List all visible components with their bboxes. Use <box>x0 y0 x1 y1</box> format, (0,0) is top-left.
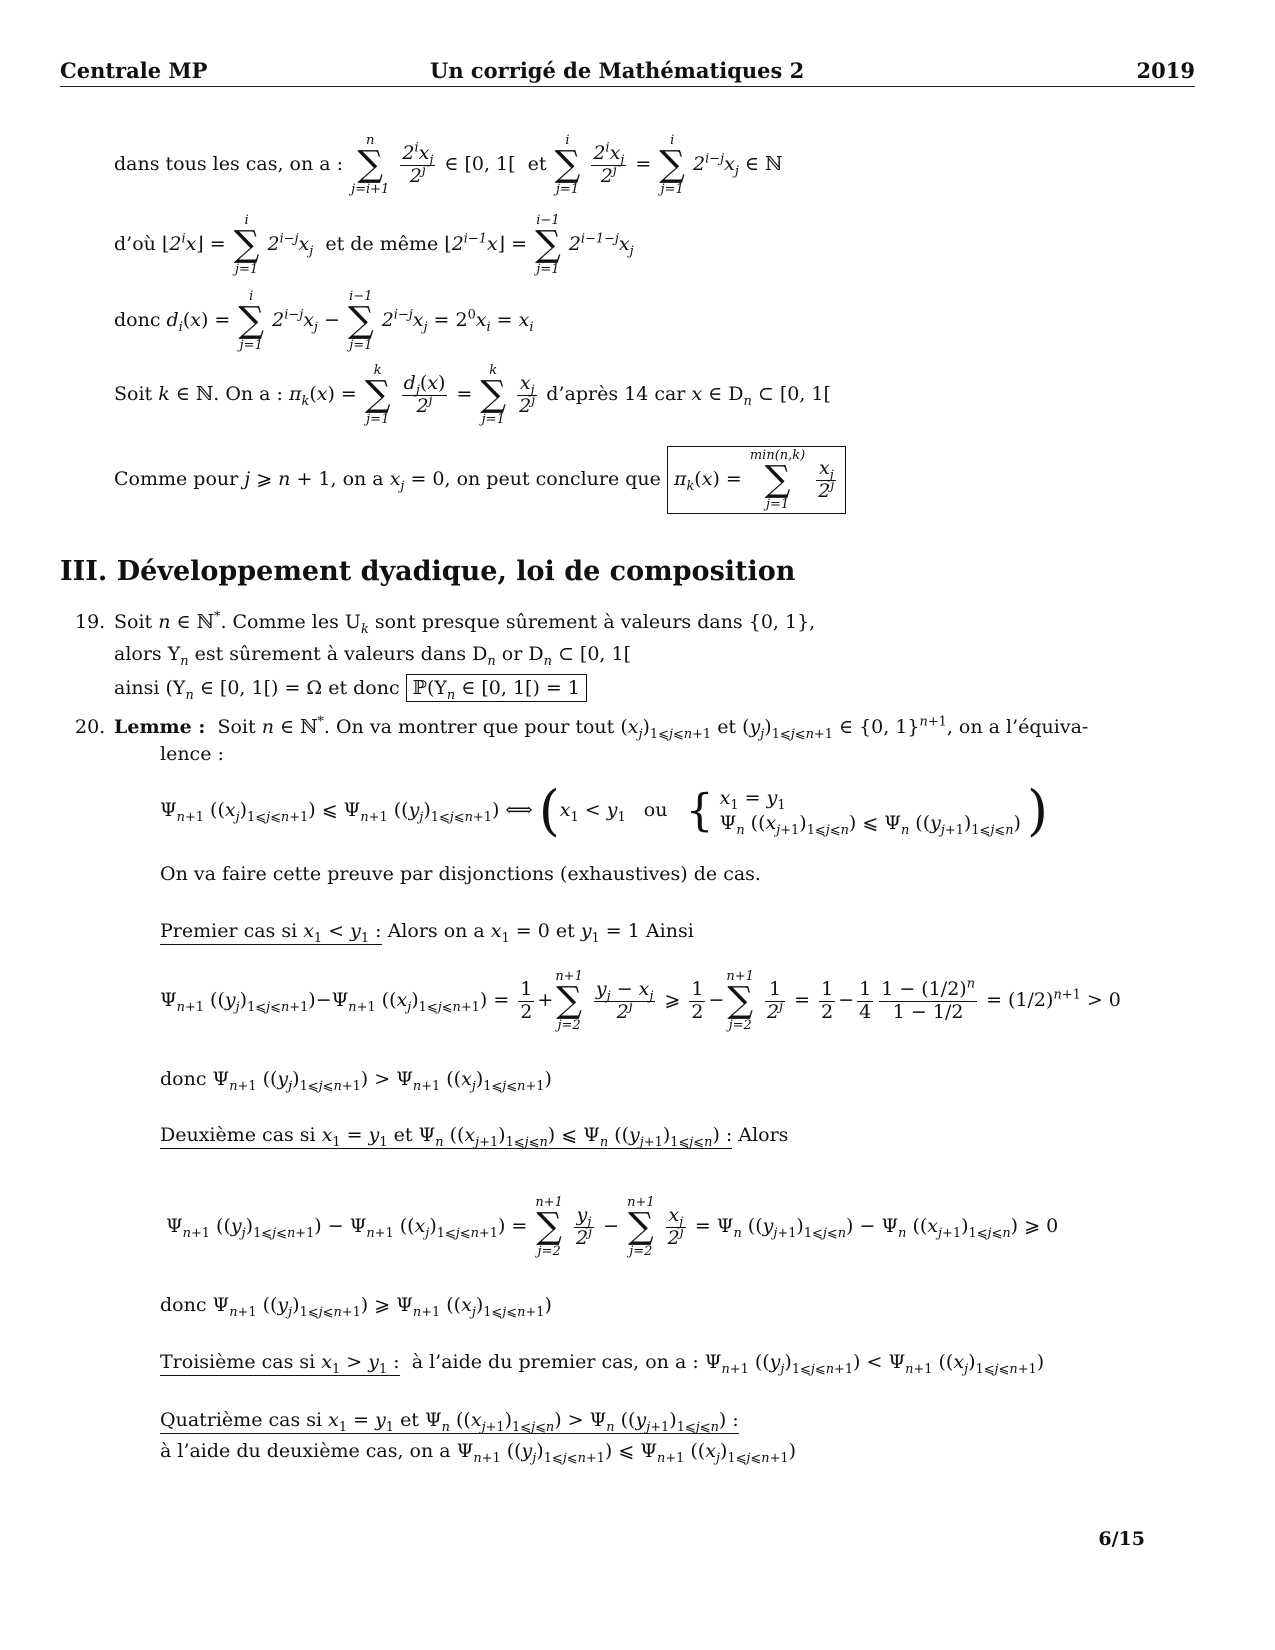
lemma-equivalence: $\Psi_{n+1}$ $((x_j)_{1⩽j⩽n+1})$ ⩽ $\Psi_{n+1}$ $((y_j)_{1⩽j⩽n+1})$ ⟺ ($x_1 < y_1$ ou { $x_1 = y_1$ $\Psi_n$ $((x_{j+1})_{1⩽j⩽n})$ ⩽ $\Psi_n$ $((y_{j+1})_{1⩽j⩽n})$ ) <box>160 779 1049 842</box>
header-right: 2019 <box>1136 58 1195 83</box>
q20-line-1: Lemme : Soit n ∈ ℕ*. On va montrer que pour tout $(x_j)_{1⩽j⩽n+1}$ et $(y_j)_{1⩽j⩽n+1}$ ∈ {0, 1}$^{n+1}$, on a l’équiva- <box>114 714 1089 742</box>
header-center: Un corrigé de Mathématiques 2 <box>430 58 805 83</box>
q19-line-3: ainsi ($Y_n$ ∈ [0, 1[) = Ω et donc $ℙ(Y_n$ ∈ [0, 1[) = 1 <box>114 674 587 702</box>
q20-number: 20. <box>75 716 106 738</box>
q19-result-box: $ℙ(Y_n$ ∈ [0, 1[) = 1 <box>406 674 587 702</box>
case-2-heading: Deuxième cas si $x_1 = y_1$ et $\Psi_n$ $((x_{j+1})_{1⩽j⩽n})$ ⩽ $\Psi_n$ $((y_{j+1})_{1⩽j⩽n})$ : Alors <box>160 1124 789 1150</box>
case-1-equation: $\Psi_{n+1}$ $((y_j)_{1⩽j⩽n+1})-\Psi_{n+1}$ $((x_j)_{1⩽j⩽n+1})$ = $\frac{1}{2}$ + n+1 ∑ j=2 $\frac{y_j - x_j}{2^j}$ ⩾ $\frac{1}{2}$ − n+1 ∑ j=2 $\frac{1}{2^j}$ = $\frac{1}{2}$ − $\frac{1}{4}$ $\frac{1 - (1/2)^n}{1 - 1/2}$ = $(1/2)^{n+1} > 0$ <box>160 969 1121 1033</box>
equation-line-1: dans tous les cas, on a : n ∑ j=i+1 $2^ix_j$ 2$^j$ ∈ [0, 1[ et i ∑ j=1 $2^ix_j$ 2$^j$ = i ∑ j=1 $2^{i-j}x_j$ ∈ ℕ <box>114 133 783 197</box>
equation-line-4: Soit k ∈ ℕ. On a : $\pi_k(x)$ = k ∑ j=1 $\frac{d_j(x)}{2^j}$ = k ∑ j=1 $\frac{x_j}{2^j}$ d’après 14 car x ∈ $D_n$ ⊂ [0, 1[ <box>114 363 831 427</box>
section-title: III. Développement dyadique, loi de composition <box>60 556 796 587</box>
case-1-conclusion: donc $\Psi_{n+1}$ $((y_j)_{1⩽j⩽n+1}) > \Psi_{n+1}$ $((x_j)_{1⩽j⩽n+1})$ <box>160 1068 552 1094</box>
result-box: $\pi_k(x)$ = min(n,k) ∑ j=1 $\frac{x_j}{2^j}$ <box>667 446 846 514</box>
proof-intro: On va faire cette preuve par disjonctions (exhaustives) de cas. <box>160 863 761 885</box>
page-number: 6/15 <box>1098 1528 1145 1550</box>
page-header <box>60 58 1195 87</box>
case-4-heading: Quatrième cas si $x_1 = y_1$ et $\Psi_n$ $((x_{j+1})_{1⩽j⩽n}) > \Psi_n$ $((y_{j+1})_{1⩽j⩽n})$ : <box>160 1409 739 1435</box>
case-4-conclusion: à l’aide du deuxième cas, on a $\Psi_{n+1}$ $((y_j)_{1⩽j⩽n+1})$ ⩽ $\Psi_{n+1}$ $((x_j)_{1⩽j⩽n+1})$ <box>160 1440 797 1466</box>
q19-number: 19. <box>75 611 106 633</box>
case-2-equation: $\Psi_{n+1}$ $((y_j)_{1⩽j⩽n+1}) - \Psi_{n+1}$ $((x_j)_{1⩽j⩽n+1})$ = n+1 ∑ j=2 $\frac{y_j}{2^j}$ − n+1 ∑ j=2 $\frac{x_j}{2^j}$ = $\Psi_n$ $((y_{j+1})_{1⩽j⩽n}) - \Psi_n$ $((x_{j+1})_{1⩽j⩽n})$ ⩾ 0 <box>166 1195 1059 1259</box>
equation-line-2: d’où $⌊2^ix⌋$ = i ∑ j=1 $2^{i-j}x_j$ et de même $⌊2^{i-1}x⌋$ = i−1 ∑ j=1 $2^{i-1-j}x_j$ <box>114 213 634 277</box>
equation-line-5: Comme pour j ⩾ n + 1, on a $x_j = 0$, on peut conclure que $\pi_k(x)$ = min(n,k) ∑ j=1 $\frac{x_j}{2^j}$ <box>114 446 846 514</box>
q19-line-1: Soit n ∈ ℕ*. Comme les $U_k$ sont presque sûrement à valeurs dans {0, 1}, <box>114 609 816 637</box>
equation-line-3: donc $d_i(x)$ = i ∑ j=1 $2^{i-j}x_j$ − i−1 ∑ j=1 $2^{i-j}x_j = 2^0x_i = x_i$ <box>114 289 534 353</box>
case-3: Troisième cas si $x_1 > y_1$ : à l’aide du premier cas, on a : $\Psi_{n+1}$ $((y_j)_{1⩽j⩽n+1}) < \Psi_{n+1}$ $((x_j)_{1⩽j⩽n+1})$ <box>160 1351 1045 1377</box>
case-1-heading: Premier cas si $x_1 < y_1$ : Alors on a $x_1 = 0$ et $y_1 = 1$ Ainsi <box>160 920 694 946</box>
case-2-conclusion: donc $\Psi_{n+1}$ $((y_j)_{1⩽j⩽n+1})$ ⩾ $\Psi_{n+1}$ $((x_j)_{1⩽j⩽n+1})$ <box>160 1294 552 1320</box>
q19-line-2: alors $Y_n$ est sûrement à valeurs dans $D_n$ or $D_n$ ⊂ [0, 1[ <box>114 643 631 669</box>
header-left: Centrale MP <box>60 58 208 83</box>
q20-line-2: lence : <box>160 743 224 765</box>
